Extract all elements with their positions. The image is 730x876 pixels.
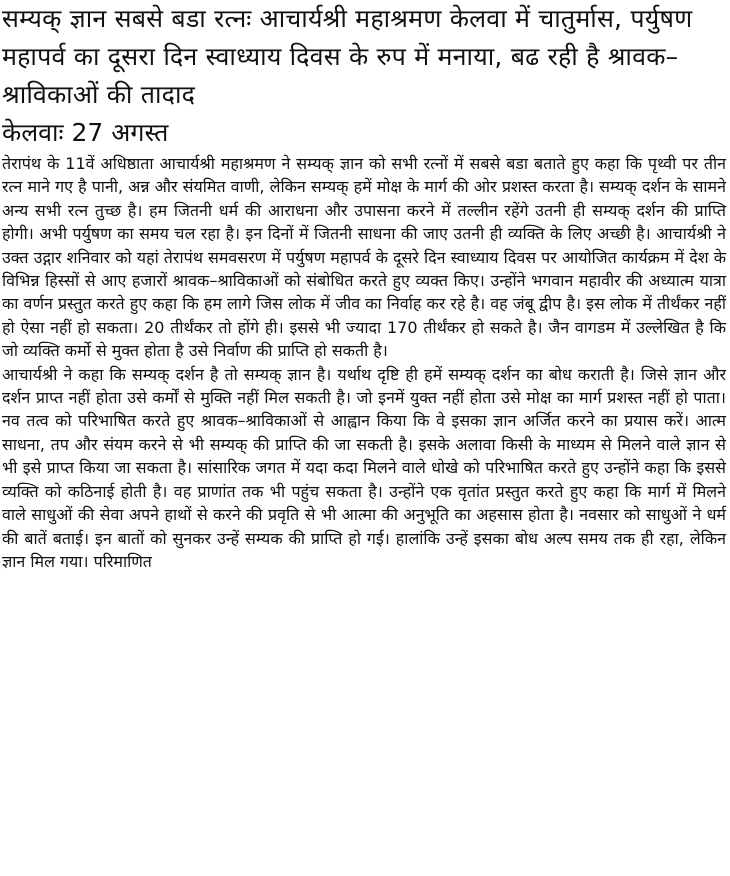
article-paragraph-2: आचार्यश्री ने कहा कि सम्यक् दर्शन है तो सम्यक् ज्ञान है। यर्थाथ दृष्टि ही हमें सम्यक् दर्शन का बोध कराती है। जिसे ज्ञान और दर्शन प्राप्त नहीं होता उसे कर्मों से मुक्ति नहीं मिल सकती है। जो इनमें युक्त नहीं होता उसे मोक्ष का मार्ग प्रशस्त नहीं हो पाता। नव तत्व को परिभाषित करते हुए श्रावक–श्राविकाओं से आह्वान किया कि वे इसका ज्ञान अर्जित करने का प्रयास करें। आत्म साधना, तप और संयम करने से भी सम्यक् की प्राप्ति की जा सकती है। इसके अलावा किसी के माध्यम से मिलने वाले ज्ञान से भी इसे प्राप्त किया जा सकता है। सांसारिक जगत में यदा कदा मिलने वाले धोखे को परिभाषित करते हुए उन्होंने कहा कि इससे व्यक्ति को कठिनाई होती है। वह प्राणांत तक भी पहुंच सकता है। उन्होंने एक वृतांत प्रस्तुत करते हुए कहा कि मार्ग में मिलने वाले साधुओं की सेवा अपने हाथों से करने की प्रवृति से भी आत्मा की अनुभूति का अहसास होता है। नवसार को साधुओं ने धर्म की बातें बताई। इन बातों को सुनकर उन्हें सम्यक की प्राप्ति हो गई। हालांकि उन्हें इसका बोध अल्प समय तक ही रहा, लेकिन ज्ञान मिल गया। परिमाणित (2, 364, 726, 571)
article (2, 0, 726, 573)
article-paragraph-1: तेरापंथ के 11वें अधिष्ठाता आचार्यश्री महाश्रमण ने सम्यक् ज्ञान को सभी रत्नों में सबसे बडा बताते हुए कहा कि पृथ्वी पर तीन रत्न माने गए है पानी, अन्न और संयमित वाणी, लेकिन सम्यक् हमें मोक्ष के मार्ग की ओर प्रशस्त करता है। सम्यक् दर्शन के सामने अन्य सभी रत्न तुच्छ है। हम जितनी धर्म की आराधना और उपासना करने में तल्लीन रहेंगे उतनी ही सम्यक् दर्शन की प्राप्ति होगी। अभी पर्युषण का समय चल रहा है। इन दिनों में जितनी साधना की जाए उतनी ही व्यक्ति के लिए अच्छी है। आचार्यश्री ने उक्त उद्गार शनिवार को यहां तेरापंथ समवसरण में पर्युषण महापर्व के दूसरे दिन स्वाध्याय दिवस पर आयोजित कार्यक्रम में देश के विभिन्न हिस्सों से आए हजारों श्रावक–श्राविकाओं को संबोधित करते हुए व्यक्त किए। उन्होंने भगवान महावीर की अध्यात्म यात्रा का वर्णन प्रस्तुत करते हुए कहा कि हम लागे जिस लोक में जीव का निर्वाह कर रहे है। वह जंबू द्वीप है। इस लोक में तीर्थंकर नहीं हो ऐसा नहीं हो सकता। 20 तीर्थंकर तो होंगे ही। इससे भी ज्यादा 170 तीर्थंकर हो सकते है। जैन वागडम में उल्लेखित है कि जो व्यक्ति कर्मो से मुक्त होता है उसे निर्वाण की प्राप्ति हो सकती है। (2, 154, 726, 361)
article-headline: सम्यक् ज्ञान सबसे बडा रत्नः आचार्यश्री महाश्रमण केलवा में चातुर्मास, पर्युषण महापर्व का दूसरा दिन स्वाध्याय दिवस के रुप में मनाया, बढ रही है श्रावक–श्राविकाओं की तादाद (2, 4, 693, 109)
article-dateline: केलवाः 27 अगस्त (2, 118, 169, 147)
